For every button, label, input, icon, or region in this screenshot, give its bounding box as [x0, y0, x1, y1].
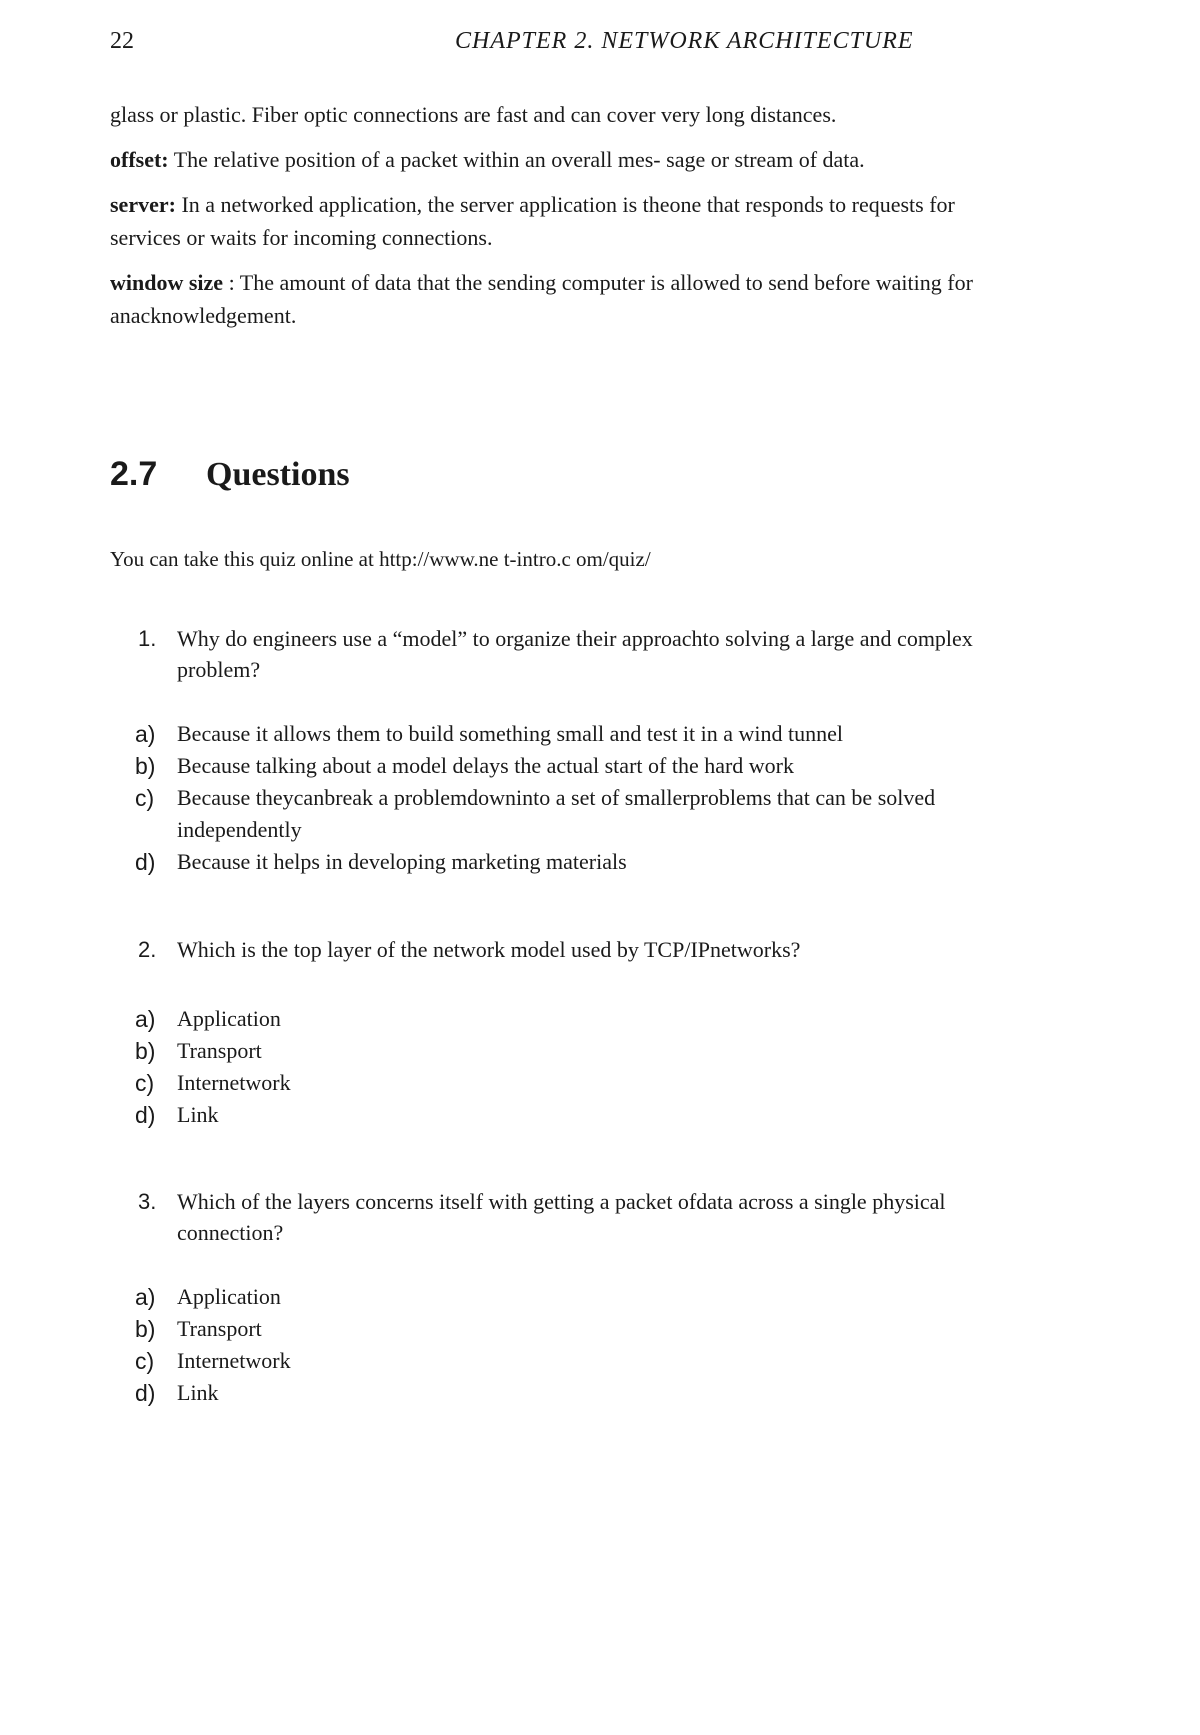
page-number: 22: [110, 28, 134, 54]
glossary-entry-window-size: [110, 266, 990, 332]
glossary-term: window size: [110, 270, 224, 295]
question-3: [110, 1186, 990, 1409]
glossary: [110, 98, 990, 344]
question-text: Which of the layers concerns itself with getting a packet ofdata across a single physical connection?: [177, 1189, 946, 1245]
option-text: Because talking about a model delays the actual start of the hard work: [177, 753, 795, 778]
option-text: Link: [177, 1102, 219, 1127]
option-text: Because it helps in developing marketing materials: [177, 849, 627, 874]
option-text: Application: [177, 1006, 281, 1031]
answer-option: [110, 1313, 990, 1345]
question-1: [110, 623, 990, 878]
answer-option: [110, 1377, 990, 1409]
option-label: a): [135, 1006, 156, 1032]
answer-option: [110, 718, 990, 750]
option-label: b): [135, 753, 156, 779]
option-label: d): [135, 849, 156, 875]
answer-option: [110, 1281, 990, 1313]
section-title: Questions: [206, 456, 350, 493]
question-stem: [110, 934, 990, 965]
answer-option: [110, 1003, 990, 1035]
question-number: 2.: [138, 937, 157, 962]
question-2: [110, 934, 990, 1131]
answer-option: [110, 1067, 990, 1099]
option-text: Internetwork: [177, 1348, 291, 1373]
question-stem: [110, 623, 990, 685]
answer-option: [110, 1099, 990, 1131]
glossary-definition: In a networked application, the server application is theone that responds to requests for services or waits for incoming connections.: [110, 192, 955, 250]
answer-option: [110, 1345, 990, 1377]
option-text: Transport: [177, 1316, 262, 1341]
question-number: 3.: [138, 1189, 157, 1214]
option-label: b): [135, 1316, 156, 1342]
answer-options: [110, 1003, 990, 1131]
quiz-note: You can take this quiz online at http://www.ne t-intro.c om/quiz/: [110, 547, 651, 571]
option-label: a): [135, 1284, 156, 1310]
option-label: d): [135, 1380, 156, 1406]
question-stem: [110, 1186, 990, 1248]
answer-option: [110, 846, 990, 878]
glossary-definition: The relative position of a packet within an overall mes- sage or stream of data.: [168, 147, 865, 172]
question-text: Why do engineers use a “model” to organize their approachto solving a large and complex problem?: [177, 626, 973, 682]
glossary-term: offset:: [110, 147, 169, 172]
option-text: Internetwork: [177, 1070, 291, 1095]
option-text: Because theycanbreak a problemdowninto a set of smallerproblems that can be solved independently: [177, 785, 936, 842]
answer-option: [110, 750, 990, 782]
option-label: c): [135, 1070, 155, 1096]
option-label: c): [135, 785, 155, 811]
option-label: d): [135, 1102, 156, 1128]
glossary-continuation: glass or plastic. Fiber optic connections are fast and can cover very long distances.: [110, 102, 837, 127]
glossary-term: server:: [110, 192, 176, 217]
section-heading: [110, 455, 350, 494]
question-number: 1.: [138, 626, 157, 651]
answer-option: [110, 782, 990, 846]
option-text: Because it allows them to build something small and test it in a wind tunnel: [177, 721, 844, 746]
option-text: Transport: [177, 1038, 262, 1063]
option-label: c): [135, 1348, 155, 1374]
running-header: [110, 28, 990, 60]
option-text: Link: [177, 1380, 219, 1405]
answer-options: [110, 718, 990, 878]
section-number: 2.7: [110, 455, 158, 493]
option-label: a): [135, 721, 156, 747]
option-text: Application: [177, 1284, 281, 1309]
question-text: Which is the top layer of the network model used by TCP/IPnetworks?: [177, 937, 801, 962]
glossary-definition: : The amount of data that the sending computer is allowed to send before waiting for anacknowledgement.: [110, 270, 973, 328]
option-label: b): [135, 1038, 156, 1064]
chapter-title: CHAPTER 2. NETWORK ARCHITECTURE: [455, 28, 914, 54]
glossary-entry-offset: [110, 143, 990, 176]
answer-options: [110, 1281, 990, 1409]
glossary-entry-server: [110, 188, 990, 254]
answer-option: [110, 1035, 990, 1067]
